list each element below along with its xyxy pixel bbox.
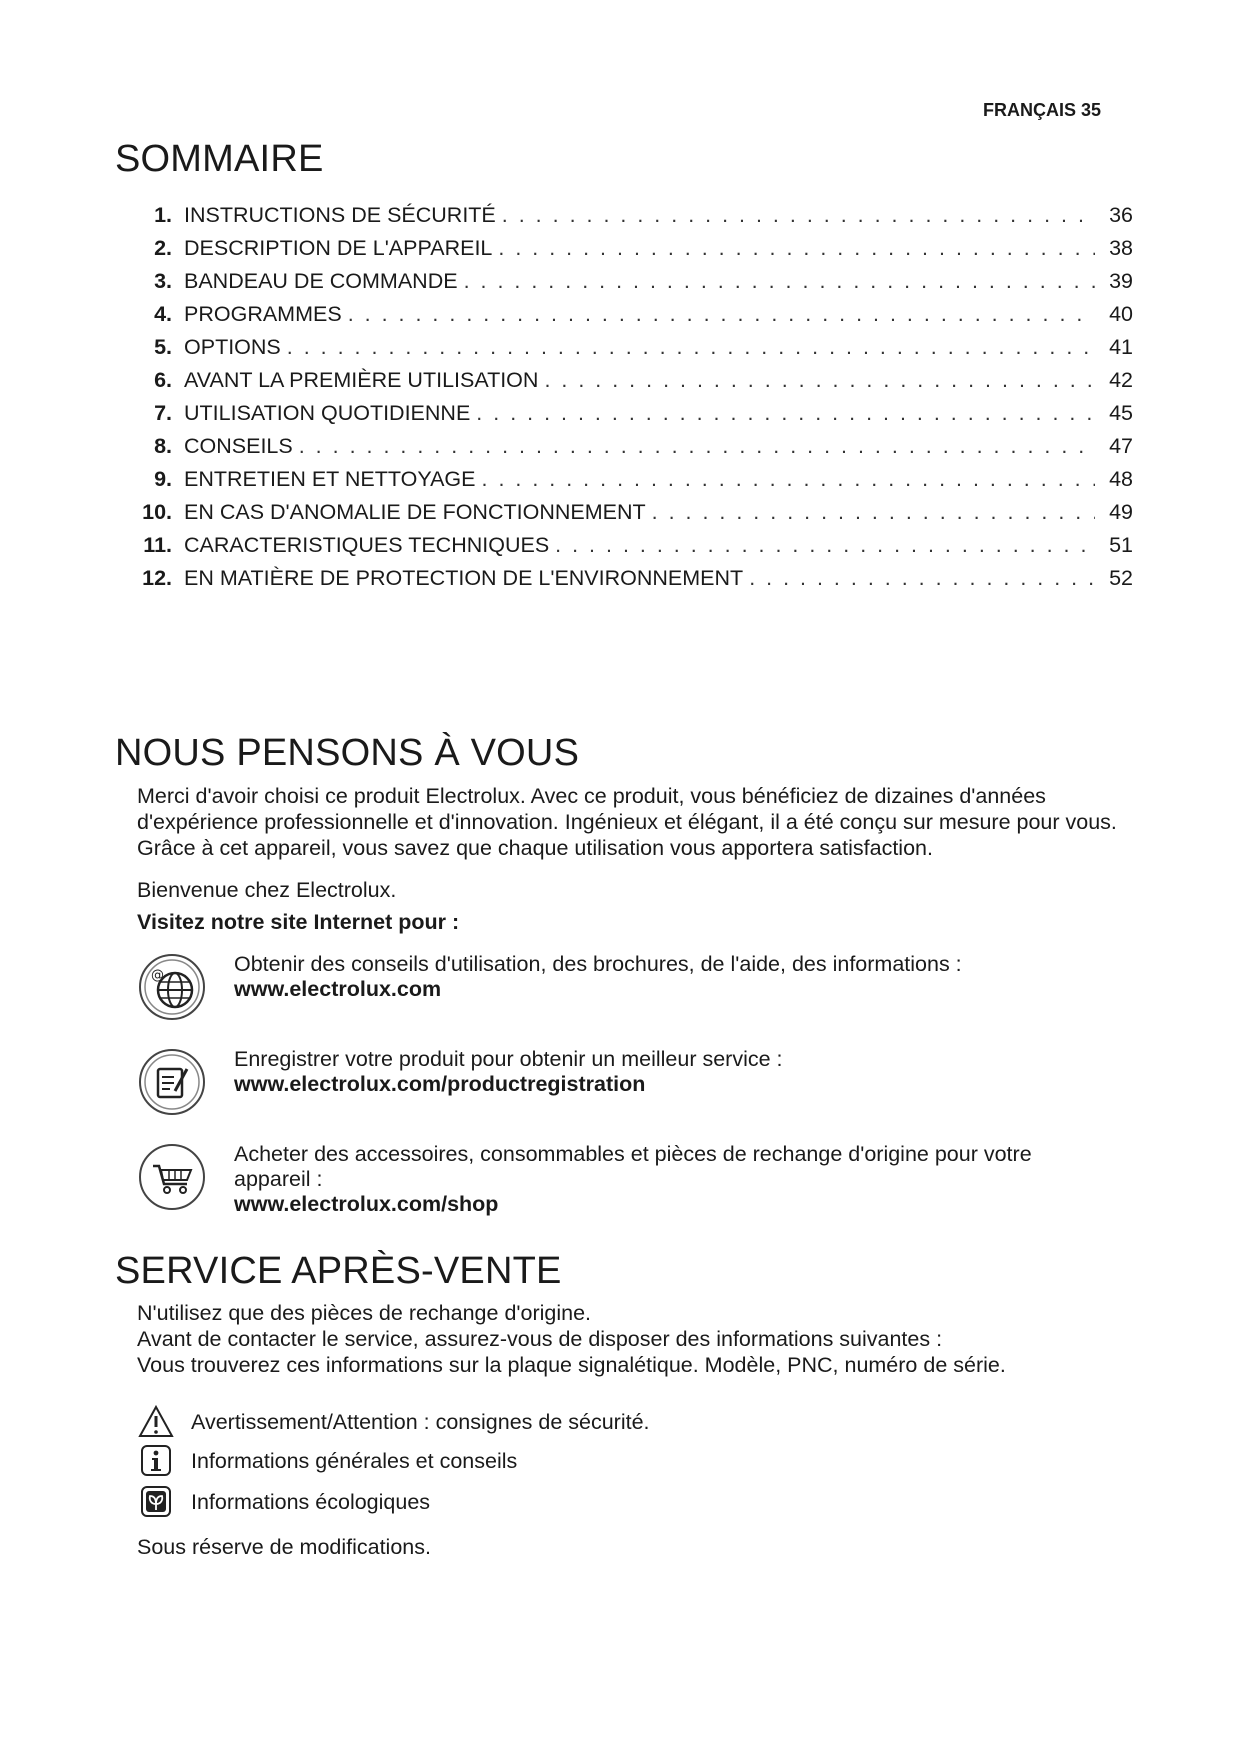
toc-entry[interactable] — [130, 566, 1133, 599]
toc-page-number: 38 — [1109, 236, 1133, 260]
registration-icon — [137, 1047, 207, 1117]
toc-number: 6. — [154, 368, 172, 392]
reserve-note: Sous réserve de modifications. — [137, 1535, 431, 1559]
toc-entry[interactable] — [130, 302, 1133, 335]
toc-number: 10. — [142, 500, 172, 524]
legend-text: Informations générales et conseils — [191, 1448, 518, 1473]
legend-text: Avertissement/Attention : consignes de sécurité. — [191, 1409, 650, 1434]
registration-link[interactable]: www.electrolux.com/productregistration — [234, 1072, 646, 1096]
toc-label: AVANT LA PREMIÈRE UTILISATION — [184, 368, 539, 392]
visit-item-text — [234, 1142, 1114, 1217]
toc-leader-dots — [299, 434, 1095, 459]
toc-title: SOMMAIRE — [115, 138, 324, 180]
intro-paragraph: Merci d'avoir choisi ce produit Electrolux. Avec ce produit, vous bénéficiez de dizaines d'années d'expérience professionnelle et d'innovation. Ingénieux et élégant, il a été conçu sur mesure pour vous. Grâce à cet appareil, vous savez que chaque utilisation vous apportera satisfaction. — [137, 784, 1117, 860]
toc-page-number: 49 — [1109, 500, 1133, 524]
svg-text:@: @ — [151, 968, 164, 983]
toc-entry[interactable] — [130, 533, 1133, 566]
toc-entry[interactable] — [130, 500, 1133, 533]
legend-warning — [137, 1404, 650, 1440]
toc-number: 4. — [154, 302, 172, 326]
toc-page-number: 52 — [1109, 566, 1133, 590]
toc-page-number: 40 — [1109, 302, 1133, 326]
toc-page-number: 39 — [1109, 269, 1133, 293]
globe-icon — [137, 952, 207, 1022]
toc-entry[interactable] — [130, 335, 1133, 368]
legend-text: Informations écologiques — [191, 1489, 431, 1514]
toc-entry[interactable] — [130, 236, 1133, 269]
toc-label: BANDEAU DE COMMANDE — [184, 269, 458, 293]
legend-eco — [137, 1484, 430, 1520]
legend-info — [137, 1443, 517, 1479]
toc-leader-dots — [464, 269, 1095, 294]
table-of-contents — [130, 203, 1133, 599]
service-apres-vente-title: SERVICE APRÈS-VENTE — [115, 1250, 562, 1292]
toc-leader-dots — [555, 533, 1095, 558]
toc-number: 7. — [154, 401, 172, 425]
toc-number: 8. — [154, 434, 172, 458]
service-line: Avant de contacter le service, assurez-vous de disposer des informations suivantes : — [137, 1327, 943, 1351]
toc-leader-dots — [652, 500, 1095, 525]
service-line: Vous trouverez ces informations sur la plaque signalétique. Modèle, PNC, numéro de série. — [137, 1353, 1006, 1377]
toc-entry[interactable] — [130, 467, 1133, 500]
toc-leader-dots — [476, 401, 1095, 426]
warning-icon — [137, 1404, 175, 1440]
toc-label: UTILISATION QUOTIDIENNE — [184, 401, 471, 425]
toc-entry[interactable] — [130, 434, 1133, 467]
toc-leader-dots — [749, 566, 1095, 591]
toc-leader-dots — [544, 368, 1095, 393]
toc-page-number: 42 — [1109, 368, 1133, 392]
service-line: N'utilisez que des pièces de rechange d'origine. — [137, 1301, 592, 1325]
toc-label: DESCRIPTION DE L'APPAREIL — [184, 236, 493, 260]
visit-description: Enregistrer votre produit pour obtenir un meilleur service : — [234, 1047, 783, 1071]
toc-leader-dots — [482, 467, 1096, 492]
toc-label: OPTIONS — [184, 335, 281, 359]
visit-item-text — [234, 952, 1114, 1002]
toc-page-number: 45 — [1109, 401, 1133, 425]
page-number-header: FRANÇAIS 35 — [982, 100, 1101, 120]
toc-number: 3. — [154, 269, 172, 293]
toc-label: ENTRETIEN ET NETTOYAGE — [184, 467, 476, 491]
service-text — [137, 1300, 1006, 1378]
toc-page-number: 47 — [1109, 434, 1133, 458]
toc-label: PROGRAMMES — [184, 302, 342, 326]
toc-label: CONSEILS — [184, 434, 293, 458]
toc-leader-dots — [287, 335, 1095, 360]
info-icon — [137, 1443, 175, 1479]
toc-label: INSTRUCTIONS DE SÉCURITÉ — [184, 203, 496, 227]
toc-number: 5. — [154, 335, 172, 359]
visit-heading: Visitez notre site Internet pour : — [137, 910, 460, 934]
toc-entry[interactable] — [130, 401, 1133, 434]
toc-leader-dots — [348, 302, 1095, 327]
toc-number: 11. — [143, 533, 172, 557]
toc-leader-dots — [502, 203, 1095, 228]
toc-entry[interactable] — [130, 368, 1133, 401]
toc-number: 2. — [154, 236, 172, 260]
toc-label: CARACTERISTIQUES TECHNIQUES — [184, 533, 550, 557]
toc-number: 9. — [154, 467, 172, 491]
toc-entry[interactable] — [130, 203, 1133, 236]
toc-page-number: 36 — [1109, 203, 1133, 227]
visit-item-text — [234, 1047, 1114, 1097]
eco-icon — [137, 1484, 175, 1520]
toc-page-number: 48 — [1109, 467, 1133, 491]
toc-page-number: 41 — [1109, 335, 1133, 359]
toc-page-number: 51 — [1109, 533, 1133, 557]
shop-link[interactable]: www.electrolux.com/shop — [234, 1192, 499, 1216]
welcome-text: Bienvenue chez Electrolux. — [137, 878, 397, 902]
toc-label: EN CAS D'ANOMALIE DE FONCTIONNEMENT — [184, 500, 646, 524]
toc-number: 1. — [154, 203, 172, 227]
toc-leader-dots — [498, 236, 1095, 261]
visit-description: Obtenir des conseils d'utilisation, des brochures, de l'aide, des informations : — [234, 952, 962, 976]
shopping-cart-icon — [137, 1142, 207, 1212]
toc-label: EN MATIÈRE DE PROTECTION DE L'ENVIRONNEMENT — [184, 566, 744, 590]
toc-number: 12. — [142, 566, 172, 590]
toc-entry[interactable] — [130, 269, 1133, 302]
nous-pensons-title: NOUS PENSONS À VOUS — [115, 732, 580, 774]
visit-description: Acheter des accessoires, consommables et pièces de rechange d'origine pour votre appareil : — [234, 1142, 1032, 1191]
electrolux-link[interactable]: www.electrolux.com — [234, 977, 442, 1001]
